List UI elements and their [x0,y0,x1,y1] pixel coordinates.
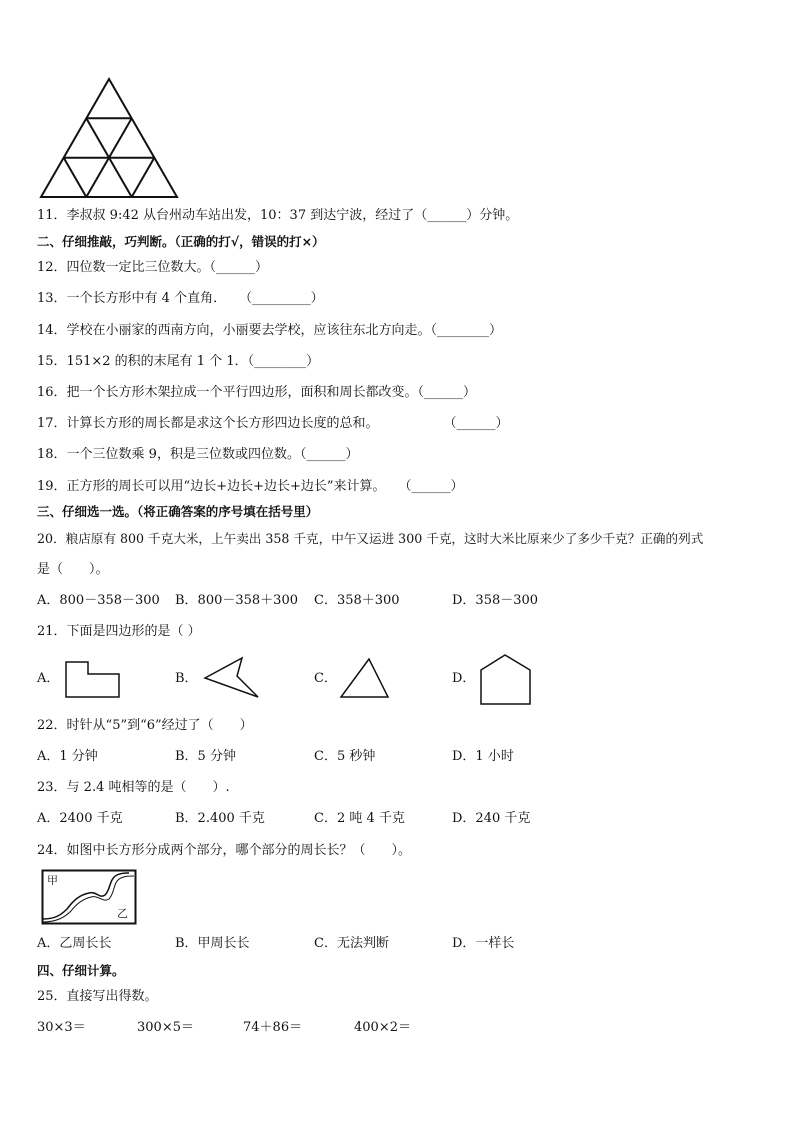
q22-option-a: A．1 分钟 [37,749,98,764]
q25-item-1: 30×3＝ [37,1020,86,1035]
region-jia-label: 甲 [47,874,58,887]
q21-option-d: D． [452,671,476,686]
question-23: 23．与 2.4 吨相等的是（ ）. [37,780,230,795]
question-25: 25．直接写出得数。 [37,989,158,1004]
concave-quadrilateral-figure [202,656,262,700]
q20-option-b: B．800－358＋300 [175,593,298,608]
q22-option-c: C．5 秒钟 [314,749,376,764]
q24-option-a: A．乙周长长 [37,936,112,951]
question-11: 11．李叔叔 9:42 从台州动车站出发，10：37 到达宁波，经过了（______）分钟。 [37,208,519,223]
question-24: 24．如图中长方形分成两个部分，哪个部分的周长长？（ ）。 [37,843,412,858]
q25-item-2: 300×5＝ [137,1020,194,1035]
section-3-heading: 三、仔细选一选。（将正确答案的序号填在括号里） [37,504,319,519]
q24-option-d: D．一样长 [452,936,515,951]
divided-rectangle-figure [41,869,137,925]
question-17: 17．计算长方形的周长都是求这个长方形四边长度的总和。 （______） [37,416,509,431]
question-18: 18．一个三位数乘 9，积是三位数或四位数。（______） [37,447,359,462]
section-2-heading: 二、仔细推敲，巧判断。（正确的打√，错误的打×） [37,234,325,249]
question-14: 14．学校在小丽家的西南方向，小丽要去学校，应该往东北方向走。（________） [37,323,503,338]
q23-option-d: D．240 千克 [452,811,531,826]
question-21: 21．下面是四边形的是（ ） [37,624,201,639]
question-13: 13．一个长方形中有 4 个直角． （_________） [37,291,324,306]
q23-option-b: B．2.400 千克 [175,811,265,826]
q21-option-a: A． [37,671,60,686]
triangle-figure [338,656,392,700]
q23-option-c: C．2 吨 4 千克 [314,811,405,826]
question-19: 19．正方形的周长可以用“边长+边长+边长+边长”来计算。 （______） [37,479,464,494]
q20-option-c: C．358＋300 [314,593,400,608]
section-4-heading: 四、仔细计算。 [37,963,125,978]
l-shape-figure [64,660,122,700]
q22-option-d: D．1 小时 [452,749,514,764]
pentagon-figure [478,653,534,707]
triangle-grid-figure [38,76,180,200]
q23-option-a: A．2400 千克 [37,811,123,826]
region-yi-label: 乙 [117,907,128,920]
q21-option-c: C． [314,671,337,686]
q22-option-b: B．5 分钟 [175,749,236,764]
q24-option-b: B．甲周长长 [175,936,250,951]
question-22: 22．时针从“5”到“6”经过了（ ） [37,718,253,733]
question-12: 12．四位数一定比三位数大。（______） [37,260,269,275]
q25-item-4: 400×2＝ [354,1020,411,1035]
question-20-line2: 是（ ）。 [37,562,109,577]
q25-item-3: 74＋86＝ [243,1020,303,1035]
q24-option-c: C．无法判断 [314,936,389,951]
question-20-line1: 20．粮店原有 800 千克大米，上午卖出 358 千克，中午又运进 300 千克，这时大米比原来少了多少千克？正确的列式 [37,531,704,546]
question-15: 15．151×2 的积的末尾有 1 个 1．（________） [37,354,320,369]
question-16: 16．把一个长方形木架拉成一个平行四边形，面积和周长都改变。（______） [37,385,477,400]
q21-option-b: B． [175,671,198,686]
q20-option-a: A．800－358－300 [37,593,160,608]
q20-option-d: D．358－300 [452,593,539,608]
